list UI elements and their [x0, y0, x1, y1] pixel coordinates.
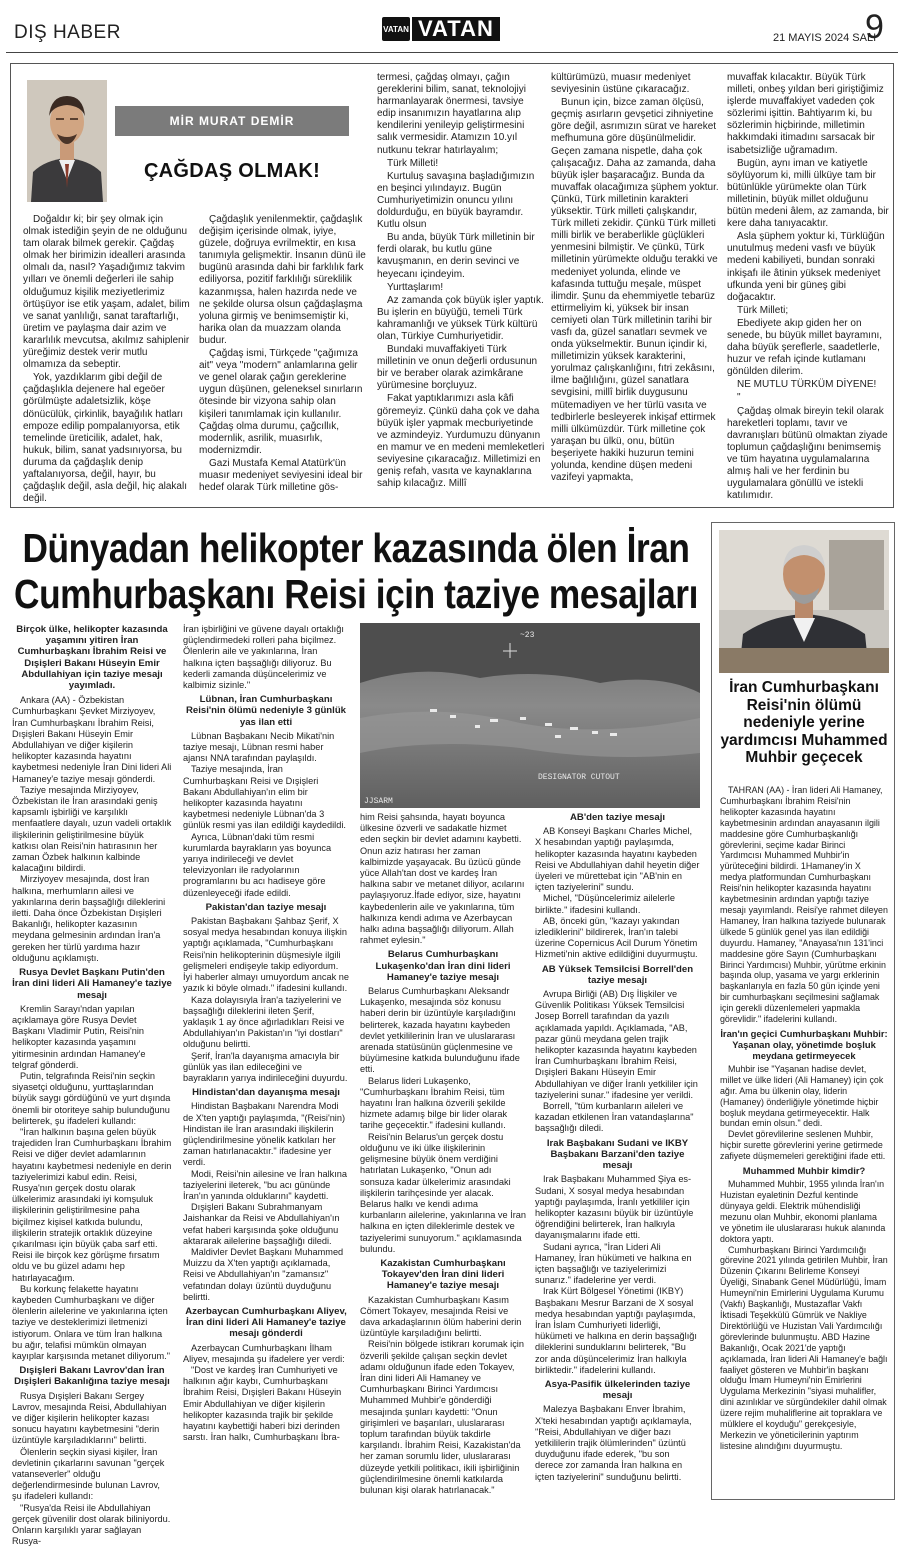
- subheading: Azerbaycan Cumhurbaşkanı Aliyev, İran dini lideri Ali Hamaney'e taziye mesajı gönderdi: [185, 1305, 347, 1340]
- article-col-1: Birçok ülke, helikopter kazasında yaşamını yitiren İran Cumhurbaşkanı İbrahim Reisi ve Dışişleri Bakanı Hüseyin Emir Abdullahiyan için taziye mesajı yayımladı. Ankara (AA) - Özbekistan Cumhurbaşkanı Şevket Mirziyoyev, İran Cumhurbaşkanı İbrahim Reisi, Dışişleri Bakanı Hüseyin Emir Abdullahiyan ve diğer kişilerin helikopter kazasında hayatını kaybetmesi nedeniyle İran Dini lideri Ali Hamaney'e taziye mesajı gönderdi. Taziye mesajında Mirziyoyev, Özbekistan ile İran arasındaki geniş kapsamlı işbirliği ve karşılıklı menfaatlere dayalı, uzun vadeli ortaklık ilişkilerinin geliştirilmesine büyük katkısı olan Reisi'nin hatırasının her zaman Özbek halkının kalbinde kalacağını bildirdi. Mirziyoyev mesajında, dost İran halkına, merhumların ailesi ve yakınlarına derin başsağlığı dileklerini iletti. Daha önce Özbekistan Dışişleri Bakanlığı, helikopter kazasının meydana gelmesinin ardından İran'a gereken her türlü yardıma hazır olduğunu açıklamıştı. Rusya Devlet Başkanı Putin'den İran dini lideri Ali Hamaney'e taziye mesajı Kremlin Sarayı'ndan yapılan açıklamaya göre Rusya Devlet Başkanı Vladimir Putin, Reisi'nin helikopter kazasında yaşamını yitirmesinin ardından Hamaney'e telgraf gönderdi. Putin, telgrafında Reisi'nin seçkin siyasetçi olduğunu, yurttaşlarından büyük saygı gördüğünü ve yurt dışında önemli bir otoriteye sahip bulunduğunu belirterek, şu ifadeleri kullandı: "İran halkının başına gelen büyük trajediden İran Cumhurbaşkanı İbrahim Reisi ve diğer devlet adamlarının hayatını kaybetmesi nedeniyle en derin taziyelerimizi kabul edin. Reisi, Rusya'nın gerçek dostu olarak ülkelerimiz arasındaki iyi komşuluk ilişkilerinin geliştirilmesine paha biçilmez kişisel katkıda bulundu, ilişkilerin stratejik ortaklık düzeyine çıkarılması için büyük çaba sarf etti. Reisi ile birçok kez görüşme fırsatım oldu ve bu güzel adamı hep hatırlayacağım. Bu korkunç felakette hayatını kaybeden Cumhurbaşkanı ve diğer ölenlerin ailelerine ve yakınlarına içten taziye ve desteklerimizi iletmenizi istiyorum. Onlara ve tüm İran halkına bu ağır, telafisi mümkün olmayan kayıplar karşısında metanet diliyorum." Dışişleri Bakanı Lavrov'dan İran Dışişleri Bakanlığına taziye mesajı Rusya Dışişleri Bakanı Sergey Lavrov, mesajında Reisi, Abdullahiyan ve diğer kişilerin helikopter kazası sonucu hayatını kaybetmesini "derin üzüntüyle karşıladıklarını" belirtti. Ölenlerin seçkin siyasi kişiler, İran devletinin çıkarlarını savunan "gerçek vatanseverler" olduğu değerlendirmesinde bulunan Lavrov, şu ifadeleri kullandı: "Rusya'da Reisi ile Abdullahiyan gerçek güvenilir dost olarak biliniyordu. Onların karşılıklı yarar sağlayan Rusya-: [12, 624, 172, 1547]
- article-lead: Birçok ülke, helikopter kazasında yaşamını yitiren İran Cumhurbaşkanı İbrahim Reisi ve Dışişleri Bakanı Hüseyin Emir Abdullahiyan için taziye mesajı yayımladı.: [16, 624, 168, 692]
- section-title: DIŞ HABER: [14, 22, 121, 43]
- opinion-column: [10, 63, 894, 508]
- subheading: Belarus Cumhurbaşkanı Lukaşenko'dan İran dini lideri Hamaney'e taziye mesajı: [375, 949, 511, 983]
- subheading: Dışişleri Bakanı Lavrov'dan İran Dışişleri Bakanlığına taziye mesajı: [14, 1365, 170, 1388]
- subheading: Hindistan'dan dayanışma mesajı: [192, 1087, 340, 1099]
- subheading: Lübnan, İran Cumhurbaşkanı Reisi'nin ölümü nedeniyle 3 günlük yas ilan etti: [185, 694, 347, 728]
- logo-badge: VATAN: [382, 17, 410, 41]
- author-photo: [27, 80, 107, 202]
- sidebar-article: [711, 522, 895, 1500]
- article-col-3: him Reisi şahsında, hayatı boyunca ülkesine özverli ve sadakatle hizmet eden seçkin bir devlet adamını kaybetti. Onun aziz hatırası her zaman kalbimizde yaşayacak. Bu üzücü günde yüce Allah'tan dost ve kardeş İran halkına sabır ve metanet diliyor, acılarını paylaşıyoruz.İfade ediyor, size, hayatını kaybedenlerin aile ve yakınlarına, tüm halkınıza kendi adıma ve Azerbaycan halkı adına başsağlığı diliyorum. Allah rahmet eylesin." Belarus Cumhurbaşkanı Lukaşenko'dan İran dini lideri Hamaney'e taziye mesajı Belarus Cumhurbaşkanı Aleksandr Lukaşenko, mesajında söz konusu haberi derin bir üzüntüyle karşıladığını belirterek, kazada hayatını kaybeden devlet yetkililerinin İran ve uluslararası arenada statüsünün güçlenmesine ve büyümesine katkıda bulunduğunu ifade etti. Belarus lideri Lukaşenko, "Cumhurbaşkanı İbrahim Reisi, tüm hayatını İran halkına özverili şekilde hizmete adamış bilge bir lider olarak tarihe geçecektir." ifadesini kullandı. Reisi'nin Belarus'un gerçek dostu olduğunu ve iki ülke ilişkilerinin gelişmesine büyük önem verdiğini hatırlatan Lukaşenko, "Onun adı sonsuza kadar ülkelerimiz arasındaki ilişkilerin tarihçesinde yer alacak. Belarus halkı ve kendi adıma kurbanların ailelerine, yakınlarına ve İran halkına en içten dileklerimle destek ve taziyelerimi sunuyorum." açıklamasında bulundu. Kazakistan Cumhurbaşkanı Tokayev'den İran dini lideri Hamaney'e taziye mesajı Kazakistan Cumhurbaşkanı Kasım Cömert Tokayev, mesajında Reisi ve dava arkadaşlarının ölüm haberini derin üzüntüyle karşıladığını belirtti. Reisi'nin bölgede istikrarı korumak için özverili şekilde çalışan seçkin devlet adamı olduğunun ifade eden Tokayev, İran dini lideri Ali Hamaney ve Cumhurbaşkanı Birinci Yardımcısı Muhammed Muhbir'e gönderdiği mesajında şunları kaydetti: "Onun girişimleri ve başarıları, uluslararası toplum tarafından büyük takdirle karşılandı. İbrahim Reisi, Kazakistan'da her zaman sorumlu lider, uluslararası düzeyde yetkili politikacı, ikili işbirliğinin güçlendirilmesine önemli katkılarda bulunan kişi olarak hatırlanacak.": [360, 812, 526, 1495]
- column-text-col5: muvaffak kılacaktır. Büyük Türk milleti, onbeş yıldan beri giriştiğimiz işlerde muvaffakiyet vadeden çok sözlerimi işittin. Bahtiyarım ki, bu sözlerimin hiçbirinde, milletimin hakkımdaki itimadını sarsacak bir isabetsizliğe uğramadım. Bugün, aynı iman ve katiyetle söylüyorum ki, milli ülküye tam bir bütünlükle yürümekte olan Türk milletinin, büyük millet olduğunu bütün medeni âlem, az zamanda, bir kere daha tanıyacaktır. Asla şüphem yoktur ki, Türklüğün unutulmuş medeni vasfı ve büyük medeni kabiliyeti, bundan sonraki inkişafı ile âtinin yüksek medeniyet ufkunda yeni bir güneş gibi doğacaktır. Türk Milleti; Ebediyete akıp giden her on senede, bu büyük millet bayramını, daha büyük şereflerle, saadetlerle, huzur ve refah içinde kutlamanı gönülden dilerim. NE MUTLU TÜRKÜM DİYENE! " Çağdaş olmak bireyin tekil olarak hareketleri toplamı, tavır ve davranışları bütünü olmaktan ziyade toplumun çağdaşlığını benimsemiş ve tüm hayatına uygulamalarına almış hali ve her ferdinin bu uygulamalara gönüllü ve istekli katılımıdır.: [727, 72, 889, 502]
- column-text-col3: termesi, çağdaş olmayı, çağın gereklerini bilim, sanat, teknolojiyi harmanlayarak önermesi, tavsiye edip insanımızın hayatlarına alıp kendilerini yenileyip geliştirmesini salık vermesidir. Atamızın 10.yıl nutkunu tekrar hatırlayalım; Türk Milleti! Kurtuluş savaşına başladığımızın en beşinci yılındayız. Bugün Cumhuriyetimizin onuncu yılını doldurduğu, en büyük bayramdır. Kutlu olsun Bu anda, büyük Türk milletinin bir ferdi olarak, bu kutlu güne kavuşmanın, en derin sevinci ve heyecanı içindeyim. Yurttaşlarım! Az zamanda çok büyük işler yaptık. Bu işlerin en büyüğü, temeli Türk kahramanlığı ve yüksek Türk kültürü olan, Türkiye Cumhuriyetidir. Bundaki muvaffakiyeti Türk milletinin ve onun değerli ordusunun bir ve beraber olarak azimkârane yürümesine borçluyuz. Fakat yaptıklarımızı asla kâfi göremeyiz. Çünkü daha çok ve daha büyük işler yapmak mecburiyetinde ve azmindeyiz. Yurdumuzu dünyanın en mamur ve en medeni memleketleri seviyesine çıkaracağız. Milletimizi en geniş refah, vasıta ve kaynaklarına sahip kılacağız. Millî: [377, 72, 545, 490]
- column-text-col4: kültürümüzü, muasır medeniyet seviyesinin üstüne çıkaracağız. Bunun için, bizce zaman ölçüsü, geçmiş asırların gevşetici zihniyetine göre değil, asrımızın sürat ve hareket mefhumuna göre düşünülmelidir. Geçen zamana nispetle, daha çok çalışacağız. Daha az zamanda, daha büyük işler başaracağız. Bunda da muvaffak olacağımıza şüphem yoktur. Çünkü, Türk milletinin karakteri yüksektir. Türk milleti çalışkandır, Türk milleti zekidir. Çünkü Türk milleti milli birlik ve beraberlikle güçlükleri yenmesini bilmiştir. Ve çünkü, Türk milletinin yürümekte olduğu terakki ve medeniyet yolunda, elinde ve kafasında tuttuğu meşale, müspet ilimdir. Şunu da ehemmiyetle tebarüz ettirmeliyim ki, yüksek bir insan cemiyeti olan Türk milletinin tarihi bir vasfı da, güzel sanatları sevmek ve onda yükselmektir. Bunun içindir ki, milletimizin yüksek karakterini, yorulmaz çalışkanlığını, fıtri zekâsını, ilme bağlılığını, güzel sanatlara sevgisini, millî birlik duygusunu mütemadiyen ve her türlü vasıta ve tedbirlerle besleyerek inkişaf ettirmek milli ülkümüzdür. Türk milletine çok yaraşan bu ülkü, onu, bütün beşeriyete hakiki huzurun temini yolunda, kendine düşen medeni vazifeyi yapmakta,: [551, 72, 719, 484]
- article-col-2: İran işbirliğini ve güvene dayalı ortaklığı güçlendirmedeki rolleri paha biçilmez. Ölenlerin aile ve yakınlarına, İran halkına içten başsağlığı diliyoruz. Bu kederli zamanda düşüncelerimiz ve kalbimiz sizinle." Lübnan, İran Cumhurbaşkanı Reisi'nin ölümü nedeniyle 3 günlük yas ilan etti Lübnan Başbakanı Necib Mikati'nin taziye mesajı, Lübnan resmi haber ajansı NNA tarafından paylaşıldı. Taziye mesajında, İran Cumhurbaşkanı Reisi ve Dışişleri Bakanı Abdullahiyan'ın elim bir helikopter kazasında hayatını kaybetmesi nedeniyle Lübnan'da 3 günlük resmi yas ilan edildiği kaydedildi. Ayrıca, Lübnan'daki tüm resmi kurumlarda bayrakların yas boyunca yarıya indirileceği ve devlet televizyonları ile radyolarının programlarını bu acı hadiseye göre düzenleyeceği ifade edildi. Pakistan'dan taziye mesajı Pakistan Başbakanı Şahbaz Şerif, X sosyal medya hesabından konuya ilişkin yaptığı açıklamada, "Cumhurbaşkanı Reisi'nin helikopterinin düşmesiyle ilgili gelişmeleri endişeyle takip ediyordum. İyi haberler almayı umuyordum ancak ne yazık ki böyle olmadı." ifadesini kullandı. Kaza dolayısıyla İran'a taziyelerini ve başsağlığı dileklerini ileten Şerif, yaklaşık 1 ay önce ağırladıkları Reisi ve Abdullahiyan'ın Pakistan'ın "iyi dostları" olduğunu belirtti. Şerif, İran'la dayanışma amacıyla bir günlük yas ilan edileceğini ve bayrakların yarıya indirileceğini duyurdu. Hindistan'dan dayanışma mesajı Hindistan Başbakanı Narendra Modi de X'ten yaptığı paylaşımda, "(Reisi'nin) Hindistan ile İran arasındaki ilişkilerin güçlendirilmesine yönelik katkıları her zaman hatırlanacaktır." ifadesine yer verdi. Modi, Reisi'nin ailesine ve İran halkına taziyelerini ileterek, "bu acı gününde İran'ın yanında olduklarını" kaydetti. Dışişleri Bakanı Subrahmanyam Jaishankar da Reisi ve Abdullahiyan'ın vefat haberi karşısında şoke olduğunu aktararak ailelerine başsağlığı diledi. Maldivler Devlet Başkanı Muhammed Muizzu da X'ten yaptığı açıklamada, Reisi ve Abdullahiyan'ın "zamansız" vefatından dolayı üzüntü duyduğunu belirtti. Azerbaycan Cumhurbaşkanı Aliyev, İran dini lideri Ali Hamaney'e taziye mesajı gönderdi Azerbaycan Cumhurbaşkanı İlham Aliyev, mesajında şu ifadelere yer verdi: "Dost ve kardeş İran Cumhuriyeti ve halkının ağır kaybı, Cumhurbaşkanı İbrahim Reisi, Dışişleri Bakanı Hüseyin Emir Abdullahiyan ve diğer kişilerin helikopter kazasında trajik bir şekilde hayatını kaybettiği haberi bizi derinden sarstı. İran halkı, Cumhurbaşkanı İbra-: [183, 624, 349, 1443]
- column-title: ÇAĞDAŞ OLMAK!: [143, 160, 321, 182]
- photo-label-right: DESIGNATOR CUTOUT: [538, 773, 620, 782]
- subheading: Asya-Pasifik ülkelerinden taziye mesajı: [544, 1378, 691, 1402]
- photo-top-label: ~23: [520, 631, 535, 640]
- photo-label-left: JJSARM: [364, 797, 393, 806]
- main-headline: [12, 525, 700, 617]
- issue-date: 21 MAYIS 2024 SALI: [773, 32, 877, 44]
- author-name: MİR MURAT DEMİR: [115, 106, 349, 136]
- subheading: AB'den taziye mesajı: [569, 812, 666, 823]
- headline-line-2: Cumhurbaşkanı Reisi için taziye mesajları: [14, 571, 698, 617]
- subheading: Kazakistan Cumhurbaşkanı Tokayev'den İran dini lideri Hamaney'e taziye mesajı: [380, 1257, 506, 1292]
- subheading: Muhammed Muhbir kimdir?: [742, 1165, 866, 1177]
- header-divider: [6, 52, 898, 53]
- column-text-col1: Doğaldır ki; bir şey olmak için olmak istediğin şeyin de ne olduğunu tam olarak bilmek gerekir. Çağdaş olmak her birimizin idealleri arasında olmalı da, nasıl? Yaşadığımız takvim yılları ve önemli değerleri ile sahip olduğumuz kişilik meziyetlerimiz örtüşüyor ise etik yaşam, adalet, bilim ve sanat yanlılığı, sanat taraftarlığı, üretim ve paylaşma dair azim ve kararlılık mevcutsa, akılmız sahiplenir yüreğimiz destek verir mutlu olmamıza da sebeptir. Yok, yazdıklarım gibi değil de çağdaşlıkla dejenere hal egeöer görülmüşte adaletsizlik, köşe dönücülük, çirkinlik, bayağılık hatları empoze edilip pompalanıyorsa, etik temelinde üreticilik, adalet, hak, hukuk, bilim, sanat yadsınıyorsa, bu duruma da çağdaşlık deniр yaftalanıyorsa, değil, hayır, bu çağdaşlık değil, asla değil, hiç alakalı değil.: [23, 214, 190, 505]
- newspaper-logo: [382, 17, 522, 41]
- article-col-4: AB'den taziye mesajı AB Konseyi Başkanı Charles Michel, X hesabından yaptığı paylaşımda, helikopter kazasında hayatını kaybeden Reisi ve Abdullahiyan dahil heyetin diğer üyeleri ve mürettebat için "AB'nin en içten taziyelerini" sundu. Michel, "Düşüncelerimiz ailelerle birlikte." ifadesini kullandı. AB, önceki gün, "kazayı yakından izlediklerini" bildirerek, İran'ın talebi üzerine Copernicus Acil Durum Yönetim Hizmeti'nin aktive edildiğini duyurmuştu. AB Yüksek Temsilcisi Borrell'den taziye mesajı Avrupa Birliği (AB) Dış İlişkiler ve Güvenlik Politikası Yüksek Temsilcisi Josep Borrell tarafından da yazılı açıklamada yapıldı. Açıklamada, "AB, pazar günü meydana gelen trajik helikopter kazasında hayatını kaybeden İran Cumhurbaşkanı İbrahim Reisi, Dışişleri Bakanı Hüseyin Emir Abdullahiyan ve diğer İranlı yetkililer için taziyelerini sunar." ifadesine yer verildi. Borrell, "tüm kurbanların aileleri ve kazadan etkilenen İran vatandaşlarına" başsağlığı diledi. Irak Başbakanı Sudani ve IKBY Başbakanı Barzani'den taziye mesajı Irak Başbakanı Muhammed Şiya es-Sudani, X sosyal medya hesabından yaptığı paylaşımda, İranlı yetkililer için helikopter kazasını büyük bir üzüntüyle öğrendiğini belirterek, İran halkıyla dayanışmalarını ifade etti. Sudani ayrıca, "İran Lideri Ali Hamaney, İran hükümeti ve halkına en içten başsağlığı ve taziyelerimizi sunarız." ifadelerine yer verdi. Irak Kürt Bölgesel Yönetimi (IKBY) Başbakanı Mesrur Barzani de X sosyal medya hesabından yaptığı paylaşımda, İran İslam Cumhuriyeti liderliği, hükümeti ve halkına en derin başsağlığı dileklerini sunduklarını belirterek, "Bu zor anda düşüncelerimiz İran halkıyla birliktedir." ifadelerini kullandı. Asya-Pasifik ülkelerinden taziye mesajı Malezya Başbakanı Enver İbrahim, X'teki hesabından yaptığı açıklamayla, "Reisi, Abdullahiyan ve diğer bazı yetkililerin trajik ölümlerinden" üzüntü duyduğunu ifade ederek, "bu son derece zor zamanda İran halkına en içten taziyelerini" sunduğunu belirtti.: [535, 812, 700, 1482]
- subheading: Pakistan'dan taziye mesajı: [205, 901, 327, 913]
- subheading: Rusya Devlet Başkanı Putin'den İran dini lideri Ali Hamaney'e taziye mesajı: [12, 967, 172, 1001]
- headline-line-1: Dünyadan helikopter kazasında ölen İran: [22, 525, 690, 571]
- subheading: AB Yüksek Temsilcisi Borrell'den taziye mesajı: [541, 963, 694, 986]
- crash-site-photo: [360, 623, 700, 808]
- page-header: [0, 0, 904, 54]
- subheading: Irak Başbakanı Sudani ve IKBY Başbakanı Barzani'den taziye mesajı: [546, 1137, 689, 1172]
- logo-wordmark: VATAN: [412, 17, 500, 41]
- sidebar-headline: İran Cumhurbaşkanı Reisi'nin ölümü nedeniyle yerine yardımcısı Muhammed Muhbir geçecek: [720, 679, 888, 766]
- page-number: 9: [865, 8, 884, 46]
- sidebar-text: TAHRAN (AA) - İran lideri Ali Hamaney, Cumhurbaşkanı İbrahim Reisi'nin helikopter kazasında hayatını kaybetmesinin ardından anayasanın ilgili maddesine göre Cumhurbaşkanlığı görevlerini, seçime kadar Birinci Yardımcısı Muhammed Muhbir'in yürüteceğini bildirdi. 1Hamaney'in X medya platformundan Cumhurbaşkanı Reisi'nin helikopter kazasında hayatını kaybetmesinin ardından yaptığı taziye mesajı yayımlandı. Reisi'ye rahmet dileyen Hamaney, İran halkına taziyede bulunarak ülkede 5 günlük genel yas ilan edildiği duyurdu. Hamaney, "Anayasa'nın 131'inci maddesine göre Sayın (Cumhurbaşkanı Birinci Yardımcısı) Muhbir, yürütme erkinin başında olup, yasama ve yargı erklerinin başkanlarıyla en fazla 50 gün içinde yeni bir cumhurbaşkanı seçilmesini sağlamak için gerekli düzenlemeleri yapmakla görevlidir." ifadelerini kullandı. İran'ın geçici Cumhurbaşkanı Muhbir: Yaşanan olay, yönetimde boşluk meydana getirmeyecek Muhbir ise "Yaşanan hadise devlet, millet ve ülke lideri (Ali Hamaney) için çok ağır. Ama bu ülkenin olay, liderin (Hamaney) önderliğiyle yönetimde hiçbir boşluk meydana getirmeyecektir. Halk bundan emin olsun." dedi. Devlet görevlilerine seslenen Muhbir, hiçbir surette görevlerini yerine getirmede zafiyete düşmemeleri gerektiğini ifade etti. Muhammed Muhbir kimdir? Muhammed Muhbir, 1955 yılında İran'ın Huzistan eyaletinin Dezful kentinde dünyaya geldi. Elektrik mühendisliği mezunu olan Muhbir, ekonomi planlama ve yönetim ile uluslararası hukuk alanında doktora yaptı. Cumhurbaşkanı Birinci Yardımcılığı görevine 2021 yılında getirilen Muhbir, İran Düzenin Çıkarını Belirleme Konseyi Üyeliği, Sinabank Genel Müdürlüğü, İmam Humeyni'nin Emirlerini Uygulama Kurumu (Vakfı) Başkanlığı, Mustazaflar Vakfı İktisadi Teşekkülü Gümrük ve Nakliye Direktörlüğü ve Huzistan Vali Yardımcılığı görevlerinde bulunmuştu. ABD Hazine Bakanlığı, Ocak 2021'de yaptığı açıklamada, İran lideri Ali Hamaney'e bağlı faaliyet gösteren ve Muhbir'in başkanı olduğu İmam Humeyni'nin Emirlerini Uygulama Merkezinin "siyasi muhalifler, dini azınlıklar ve sürgündekiler dahil olmak üzere rejim muhaliflerine ait topraklara ve mülklere el koyduğu" gerekçesiyle, Merkezin ve yöneticilerinin yaptırım listesine alındığını duyurmuştu.: [720, 785, 888, 1451]
- subheading: İran'ın geçici Cumhurbaşkanı Muhbir: Yaşanan olay, yönetimde boşluk meydana getirmeyecek: [720, 1027, 888, 1061]
- column-text-col2: Çağdaşlık yenilenmektir, çağdaşlık değişim içerisinde olmak, iyiye, güzele, doğruya evrilmektir, en kısa tanımıyla gelişmektir. İnsanın dünü ile bugünü arasında dahi bir farklılık fark ediliyorsa, pozitif farklılığı süreklilik kazanmışsa, halen hazırda nede ve ne şekilde olursa olsun çağdaşlaşma yoluna girmiş ve benimsemiştir ki, harika olan da muazzam olanda budur. Çağdaş ismi, Türkçede "çağımıza ait" veya "modern" anlamlarına gelir ve genel olarak çağın gereklerine uygun düşünen, geleneksel sınırların ötesinde bir vizyona sahip olan kişileri tanımlamak için kullanılır. Çağdaş olma durumu, çağcıllık, modernlik, asrilik, muasırlık, modernizmdir. Gazi Mustafa Kemal Atatürk'ün muasır medeniyet seviyesini ideal bir hedef olarak Türk milletine gös-: [199, 214, 366, 494]
- muhbir-photo: [719, 530, 889, 673]
